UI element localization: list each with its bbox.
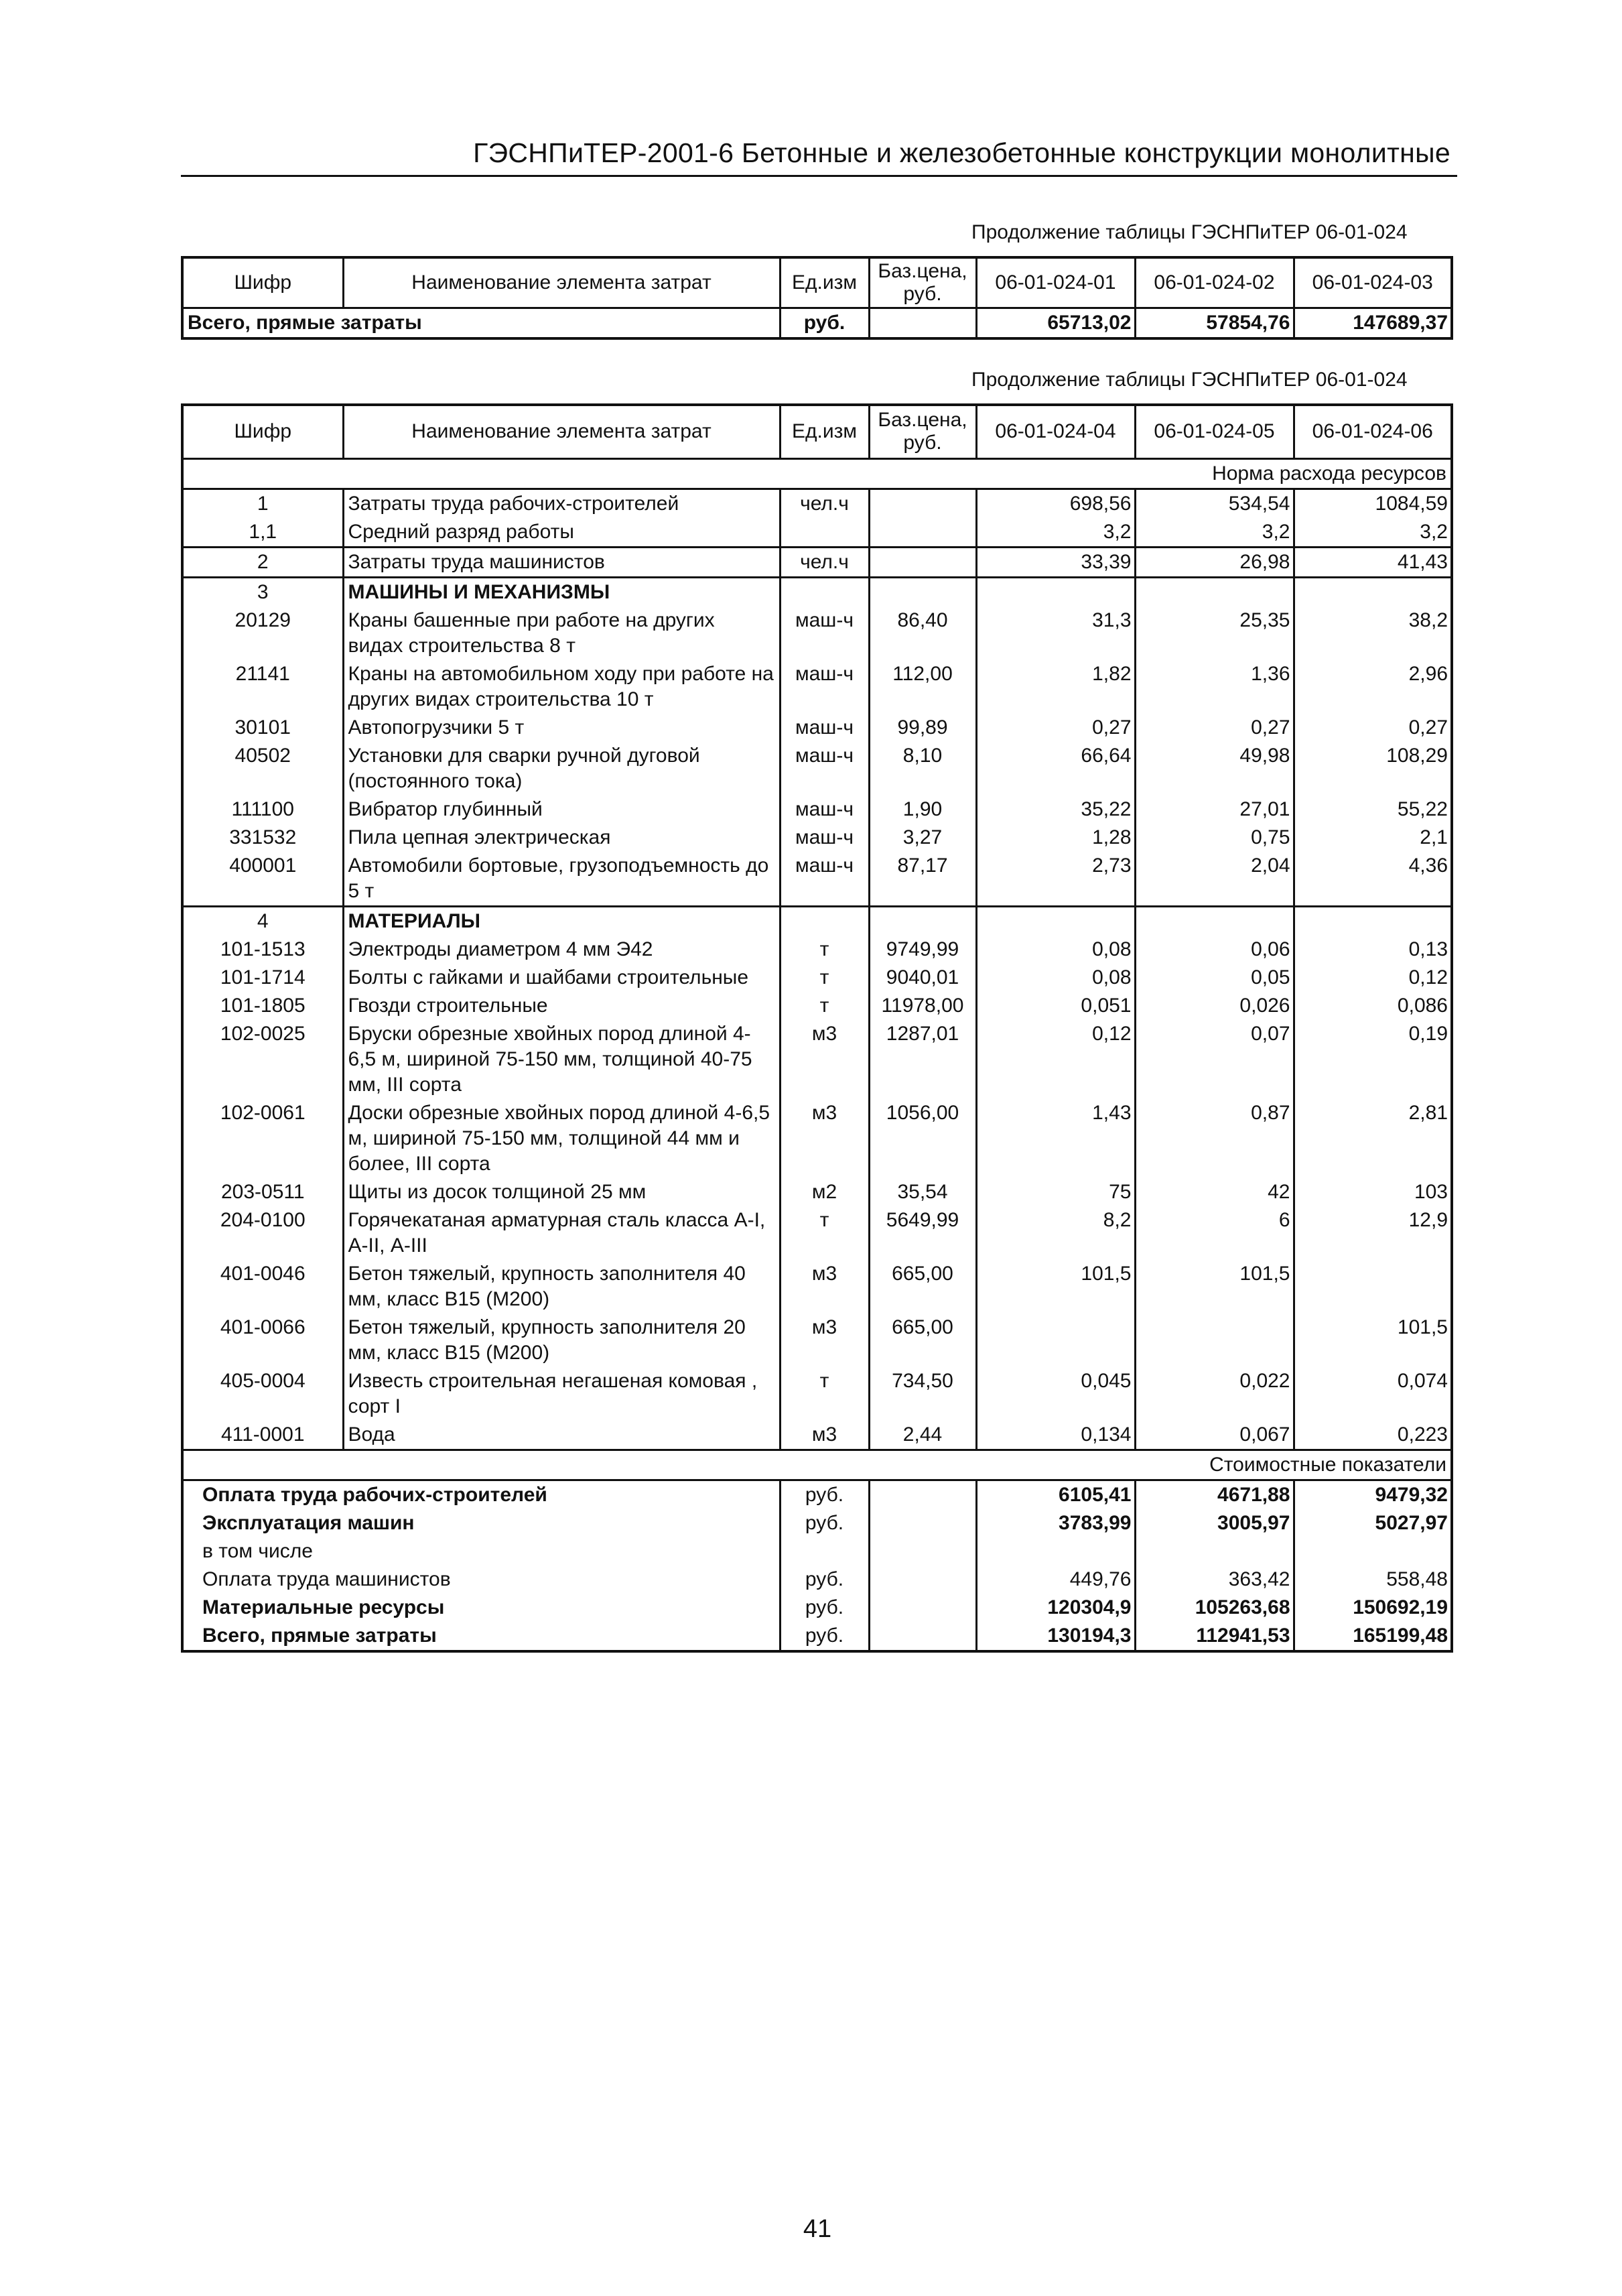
page-number: 41: [803, 2215, 832, 2243]
cost-row: [182, 1509, 1452, 1537]
row-price: 5649,99: [869, 1206, 976, 1260]
row-value-col2: 0,026: [1135, 992, 1294, 1020]
row-price: [869, 489, 976, 518]
row-name: Пила цепная электрическая: [343, 824, 780, 852]
row-value-col2: [1135, 1314, 1294, 1367]
row-value-col2: 534,54: [1135, 489, 1294, 518]
row-value-col1: 101,5: [976, 1260, 1135, 1314]
cost-row-value-col1: 6105,41: [976, 1480, 1135, 1509]
row-name: Гвозди строительные: [343, 992, 780, 1020]
table2-header-price: Баз.цена, руб.: [869, 405, 976, 458]
row-value-col1: 0,08: [976, 936, 1135, 964]
row-price: [869, 547, 976, 577]
row-value-col2: 101,5: [1135, 1260, 1294, 1314]
row-value-col1: [976, 906, 1135, 936]
table1-total-unit: руб.: [780, 308, 869, 339]
table1-total-v1: 65713,02: [976, 308, 1135, 339]
table1-header-unit: Ед.изм: [780, 257, 869, 308]
row-code: 20129: [234, 609, 291, 631]
cost-row-value-col1: 449,76: [976, 1566, 1135, 1594]
row-code: 400001: [229, 854, 297, 877]
header-title: ГЭСНПиТЕР-2001-6 Бетонные и железобетонные конструкции монолитные: [473, 137, 1450, 168]
row-price: 87,17: [869, 852, 976, 907]
row-code: 4: [182, 906, 343, 936]
row-code: 21141: [235, 662, 290, 685]
row-unit: маш-ч: [795, 609, 854, 631]
cost-row-unit: руб.: [780, 1594, 869, 1622]
table-row: [182, 824, 1452, 852]
table1-header-col2: 06-01-024-02: [1135, 257, 1294, 308]
table2-caption: Продолжение таблицы ГЭСНПиТЕР 06-01-024: [971, 369, 1408, 391]
row-code: 203-0511: [220, 1180, 305, 1203]
row-unit: чел.ч: [780, 547, 869, 577]
row-name: Автомобили бортовые, грузоподъемность до 5 т: [343, 852, 780, 907]
row-price: 2,44: [869, 1421, 976, 1450]
row-price: 11978,00: [869, 992, 976, 1020]
cost-row-label: в том числе: [182, 1537, 780, 1566]
row-value-col2: 27,01: [1135, 795, 1294, 824]
table-row: [182, 992, 1452, 1020]
cost-row-value-col2: 363,42: [1135, 1566, 1294, 1594]
cost-row-label: Эксплуатация машин: [182, 1509, 780, 1537]
row-unit: т: [819, 966, 829, 988]
row-unit: т: [819, 1208, 829, 1231]
table-row: [182, 607, 1452, 660]
row-price: 665,00: [869, 1314, 976, 1367]
row-value-col3: 0,074: [1294, 1367, 1452, 1421]
row-name: Щиты из досок толщиной 25 мм: [343, 1178, 780, 1206]
table1-header-row: [182, 257, 1452, 308]
table-row: [182, 660, 1452, 714]
row-unit: маш-ч: [795, 854, 854, 877]
row-code: 3: [182, 577, 343, 607]
cost-row: [182, 1594, 1452, 1622]
row-name: Бетон тяжелый, крупность заполнителя 40 мм, класс В15 (М200): [343, 1260, 780, 1314]
row-value-col1: 35,22: [976, 795, 1135, 824]
table1-total-row: [182, 308, 1452, 339]
cost-row-value-col3: 165199,48: [1294, 1622, 1452, 1651]
table-row: [182, 489, 1452, 518]
row-price: 1,90: [869, 795, 976, 824]
table-row: [182, 906, 1452, 936]
row-code: 101-1513: [220, 938, 306, 960]
row-value-col1: 0,051: [976, 992, 1135, 1020]
cost-row-price: [869, 1566, 976, 1594]
row-value-col1: 0,27: [976, 714, 1135, 742]
table-row: [182, 1206, 1452, 1260]
row-value-col2: 25,35: [1135, 607, 1294, 660]
table1-header-col3: 06-01-024-03: [1294, 257, 1452, 308]
row-value-col1: [976, 1314, 1135, 1367]
cost-row: [182, 1537, 1452, 1566]
cost-row-value-col1: 130194,3: [976, 1622, 1135, 1651]
row-unit: м3: [811, 1316, 837, 1338]
row-price: [869, 577, 976, 607]
table-row: [182, 936, 1452, 964]
row-price: 35,54: [869, 1178, 976, 1206]
row-name: Горячекатаная арматурная сталь класса А-I, А-II, А-III: [343, 1206, 780, 1260]
norm-label: Норма расхода ресурсов: [182, 458, 1452, 489]
row-unit: м2: [811, 1180, 837, 1203]
row-code: 405-0004: [220, 1369, 306, 1392]
table-row: [182, 1367, 1452, 1421]
table1-header-price: Баз.цена, руб.: [869, 257, 976, 308]
row-name: Краны башенные при работе на других видах строительства 8 т: [343, 607, 780, 660]
row-unit: маш-ч: [795, 744, 854, 767]
row-value-col3: 12,9: [1294, 1206, 1452, 1260]
cost-row: [182, 1622, 1452, 1651]
row-code: 331532: [229, 826, 297, 848]
cost-rows: [182, 1450, 1452, 1651]
row-name: Электроды диаметром 4 мм Э42: [343, 936, 780, 964]
row-value-col1: 75: [976, 1178, 1135, 1206]
cost-row-label: Оплата труда рабочих-строителей: [182, 1480, 780, 1509]
row-value-col1: 2,73: [976, 852, 1135, 907]
row-value-col1: 31,3: [976, 607, 1135, 660]
cost-row: [182, 1566, 1452, 1594]
row-code: 102-0061: [220, 1101, 306, 1124]
row-name: МАТЕРИАЛЫ: [343, 906, 780, 936]
norm-label-row: [182, 458, 1452, 489]
cost-row-value-col1: 120304,9: [976, 1594, 1135, 1622]
row-value-col1: 698,56: [976, 489, 1135, 518]
cost-row-label: Материальные ресурсы: [182, 1594, 780, 1622]
table-row: [182, 1260, 1452, 1314]
row-price: 86,40: [869, 607, 976, 660]
row-value-col2: 42: [1135, 1178, 1294, 1206]
row-value-col3: [1294, 577, 1452, 607]
table1: [181, 256, 1453, 340]
row-value-col3: 0,12: [1294, 964, 1452, 992]
row-unit: чел.ч: [780, 489, 869, 518]
table1-header-col1: 06-01-024-01: [976, 257, 1135, 308]
row-value-col1: 1,82: [976, 660, 1135, 714]
table-row: [182, 547, 1452, 577]
row-value-col1: 1,28: [976, 824, 1135, 852]
row-code: 1: [182, 489, 343, 518]
table2-header-row: [182, 405, 1452, 458]
cost-row-unit: руб.: [780, 1566, 869, 1594]
row-price: [869, 518, 976, 548]
row-price: 8,10: [869, 742, 976, 795]
row-value-col3: 38,2: [1294, 607, 1452, 660]
cost-row-value-col3: 558,48: [1294, 1566, 1452, 1594]
row-value-col2: 3,2: [1135, 518, 1294, 548]
table-row: [182, 1421, 1452, 1450]
resource-rows: [182, 489, 1452, 1450]
row-value-col2: 2,04: [1135, 852, 1294, 907]
cost-row-value-col2: [1135, 1537, 1294, 1566]
row-name: Средний разряд работы: [343, 518, 780, 548]
row-name: Установки для сварки ручной дуговой (постоянного тока): [343, 742, 780, 795]
table1-total-v2: 57854,76: [1135, 308, 1294, 339]
row-value-col3: 0,223: [1294, 1421, 1452, 1450]
row-unit: т: [819, 938, 829, 960]
table2: [181, 403, 1453, 1653]
table-row: [182, 742, 1452, 795]
row-value-col2: 0,022: [1135, 1367, 1294, 1421]
row-unit: м3: [811, 1101, 837, 1124]
row-price: 9040,01: [869, 964, 976, 992]
row-value-col1: 66,64: [976, 742, 1135, 795]
table1-header-code: Шифр: [182, 257, 343, 308]
row-price: 734,50: [869, 1367, 976, 1421]
page-header: [181, 137, 1457, 184]
row-value-col1: 0,12: [976, 1020, 1135, 1099]
table-row: [182, 1178, 1452, 1206]
row-unit: маш-ч: [795, 662, 854, 685]
row-value-col2: 49,98: [1135, 742, 1294, 795]
table-row: [182, 518, 1452, 548]
row-unit: маш-ч: [795, 716, 854, 739]
row-code: 411-0001: [220, 1423, 305, 1446]
cost-row-value-col1: 3783,99: [976, 1509, 1135, 1537]
cost-row-price: [869, 1622, 976, 1651]
cost-row-unit: руб.: [780, 1622, 869, 1651]
row-value-col2: 0,27: [1135, 714, 1294, 742]
row-name: Вибратор глубинный: [343, 795, 780, 824]
table-row: [182, 964, 1452, 992]
cost-row: [182, 1480, 1452, 1509]
cost-row-label: Всего, прямые затраты: [182, 1622, 780, 1651]
table1-total-v3: 147689,37: [1294, 308, 1452, 339]
cost-row-unit: [780, 1537, 869, 1566]
cost-label: Стоимостные показатели: [182, 1450, 1452, 1480]
row-value-col3: 41,43: [1294, 547, 1452, 577]
table1-caption: Продолжение таблицы ГЭСНПиТЕР 06-01-024: [971, 221, 1408, 243]
row-unit: [780, 577, 869, 607]
row-price: [869, 906, 976, 936]
row-value-col2: 0,75: [1135, 824, 1294, 852]
row-price: 9749,99: [869, 936, 976, 964]
row-code: 2: [182, 547, 343, 577]
row-value-col1: [976, 577, 1135, 607]
row-name: Автопогрузчики 5 т: [343, 714, 780, 742]
row-unit: [780, 906, 869, 936]
row-name: Известь строительная негашеная комовая , сорт I: [343, 1367, 780, 1421]
row-value-col3: 108,29: [1294, 742, 1452, 795]
cost-row-value-col2: 3005,97: [1135, 1509, 1294, 1537]
cost-row-value-col3: [1294, 1537, 1452, 1566]
table-row: [182, 852, 1452, 907]
cost-row-price: [869, 1480, 976, 1509]
table-row: [182, 1314, 1452, 1367]
row-price: 112,00: [869, 660, 976, 714]
row-unit: м3: [811, 1423, 837, 1446]
row-unit: т: [819, 1369, 829, 1392]
table-row: [182, 1020, 1452, 1099]
table2-header-col2: 06-01-024-05: [1135, 405, 1294, 458]
row-price: 1056,00: [869, 1099, 976, 1178]
cost-row-value-col3: 9479,32: [1294, 1480, 1452, 1509]
table2-header-name: Наименование элемента затрат: [343, 405, 780, 458]
row-unit: т: [819, 994, 829, 1017]
row-value-col2: [1135, 577, 1294, 607]
row-price: 99,89: [869, 714, 976, 742]
table1-header-name: Наименование элемента затрат: [343, 257, 780, 308]
row-code: 101-1714: [220, 966, 306, 988]
cost-row-value-col2: 4671,88: [1135, 1480, 1294, 1509]
row-name: Бетон тяжелый, крупность заполнителя 20 мм, класс В15 (М200): [343, 1314, 780, 1367]
row-value-col1: 1,43: [976, 1099, 1135, 1178]
row-name: Бруски обрезные хвойных пород длиной 4-6,5 м, шириной 75-150 мм, толщиной 40-75 мм, III сорта: [343, 1020, 780, 1099]
header-rule: [181, 175, 1457, 177]
row-unit: м3: [811, 1262, 837, 1285]
row-value-col1: 3,2: [976, 518, 1135, 548]
row-value-col3: 0,13: [1294, 936, 1452, 964]
row-price: 665,00: [869, 1260, 976, 1314]
row-code: 30101: [234, 716, 291, 739]
cost-label-row: [182, 1450, 1452, 1480]
row-value-col2: 0,05: [1135, 964, 1294, 992]
row-code: 102-0025: [220, 1022, 306, 1045]
row-value-col3: 3,2: [1294, 518, 1452, 548]
cost-row-value-col2: 112941,53: [1135, 1622, 1294, 1651]
cost-row-price: [869, 1594, 976, 1622]
cost-row-unit: руб.: [780, 1509, 869, 1537]
row-name: Затраты труда машинистов: [343, 547, 780, 577]
row-unit: м3: [811, 1022, 837, 1045]
row-price: 3,27: [869, 824, 976, 852]
row-code: 401-0066: [220, 1316, 306, 1338]
row-value-col2: 1,36: [1135, 660, 1294, 714]
row-value-col2: 6: [1135, 1206, 1294, 1260]
row-value-col3: 4,36: [1294, 852, 1452, 907]
row-value-col3: 0,27: [1294, 714, 1452, 742]
cost-row-price: [869, 1509, 976, 1537]
row-value-col3: 103: [1294, 1178, 1452, 1206]
row-code: 204-0100: [220, 1208, 306, 1231]
row-code: 1,1: [249, 520, 277, 543]
row-name: МАШИНЫ И МЕХАНИЗМЫ: [343, 577, 780, 607]
table1-total-price: [869, 308, 976, 339]
row-value-col2: 0,06: [1135, 936, 1294, 964]
table-row: [182, 795, 1452, 824]
table-row: [182, 714, 1452, 742]
row-value-col3: 2,96: [1294, 660, 1452, 714]
row-price: 1287,01: [869, 1020, 976, 1099]
cost-row-value-col1: [976, 1537, 1135, 1566]
row-unit: маш-ч: [795, 826, 854, 848]
row-code: 101-1805: [220, 994, 306, 1017]
row-name: Затраты труда рабочих-строителей: [343, 489, 780, 518]
row-value-col3: 0,086: [1294, 992, 1452, 1020]
row-value-col1: 0,08: [976, 964, 1135, 992]
table-row: [182, 1099, 1452, 1178]
cost-row-unit: руб.: [780, 1480, 869, 1509]
row-value-col3: 2,81: [1294, 1099, 1452, 1178]
row-code: 40502: [234, 744, 291, 767]
cost-row-value-col3: 5027,97: [1294, 1509, 1452, 1537]
table-row: [182, 577, 1452, 607]
row-value-col3: 0,19: [1294, 1020, 1452, 1099]
table2-header-col3: 06-01-024-06: [1294, 405, 1452, 458]
row-value-col3: [1294, 906, 1452, 936]
row-value-col2: 0,067: [1135, 1421, 1294, 1450]
row-name: Вода: [343, 1421, 780, 1450]
row-name: Доски обрезные хвойных пород длиной 4-6,5 м, шириной 75-150 мм, толщиной 44 мм и более, III сорта: [343, 1099, 780, 1178]
cost-row-value-col3: 150692,19: [1294, 1594, 1452, 1622]
row-value-col1: 0,134: [976, 1421, 1135, 1450]
row-unit: маш-ч: [795, 798, 854, 820]
cost-row-price: [869, 1537, 976, 1566]
row-code: 111100: [231, 798, 294, 820]
row-value-col3: [1294, 1260, 1452, 1314]
row-name: Краны на автомобильном ходу при работе на других видах строительства 10 т: [343, 660, 780, 714]
row-value-col2: 26,98: [1135, 547, 1294, 577]
row-code: 401-0046: [220, 1262, 306, 1285]
row-value-col3: 55,22: [1294, 795, 1452, 824]
row-value-col1: 8,2: [976, 1206, 1135, 1260]
row-value-col2: [1135, 906, 1294, 936]
cost-row-label: Оплата труда машинистов: [182, 1566, 780, 1594]
table1-total-label: Всего, прямые затраты: [182, 308, 780, 339]
table2-header-col1: 06-01-024-04: [976, 405, 1135, 458]
row-value-col2: 0,87: [1135, 1099, 1294, 1178]
row-value-col3: 2,1: [1294, 824, 1452, 852]
row-value-col3: 1084,59: [1294, 489, 1452, 518]
row-unit: [780, 518, 869, 548]
row-name: Болты с гайками и шайбами строительные: [343, 964, 780, 992]
row-value-col1: 0,045: [976, 1367, 1135, 1421]
row-value-col1: 33,39: [976, 547, 1135, 577]
table2-header-unit: Ед.изм: [780, 405, 869, 458]
row-value-col3: 101,5: [1294, 1314, 1452, 1367]
row-value-col2: 0,07: [1135, 1020, 1294, 1099]
cost-row-value-col2: 105263,68: [1135, 1594, 1294, 1622]
table2-header-code: Шифр: [182, 405, 343, 458]
